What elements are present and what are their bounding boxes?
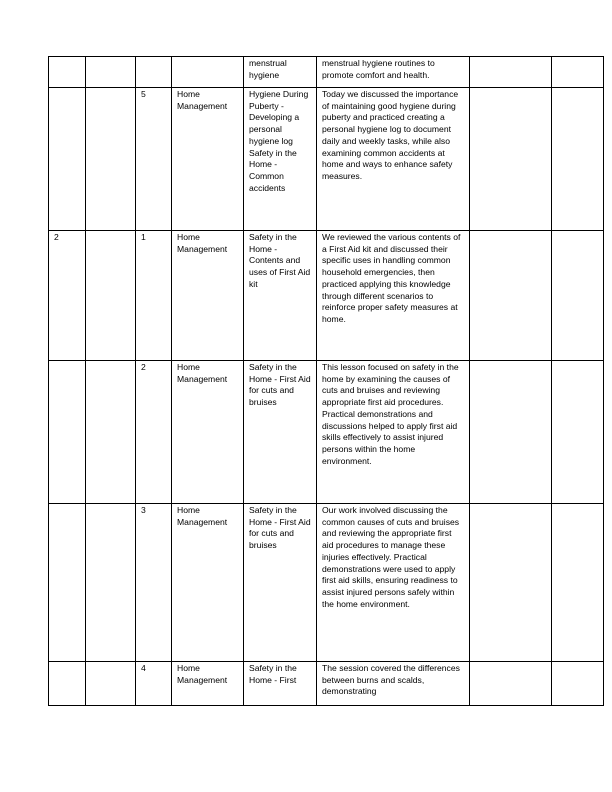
- subject-cell: Home Management: [172, 662, 244, 706]
- empty-cell: [86, 57, 136, 88]
- lesson-cell: [136, 57, 172, 88]
- topic-cell: Safety in the Home - First Aid for cuts and bruises: [244, 504, 317, 662]
- table-row: [49, 231, 604, 361]
- subject-cell: [172, 57, 244, 88]
- description-cell: We reviewed the various contents of a First Aid kit and discussed their specific uses in handling common household emergencies, then practiced applying this knowledge through different scenarios to reinforce proper safety measures at home.: [317, 231, 470, 361]
- empty-cell: [470, 504, 552, 662]
- topic-cell: Safety in the Home - First Aid for cuts and bruises: [244, 361, 317, 504]
- topic-cell: menstrual hygiene: [244, 57, 317, 88]
- description-cell: Our work involved discussing the common causes of cuts and bruises and reviewing the appropriate first aid procedures to manage these injuries effectively. Practical demonstrations were used to apply first aid skills, ensuring readiness to assist injured persons safely within the home environment.: [317, 504, 470, 662]
- topic-cell: Safety in the Home - First: [244, 662, 317, 706]
- description-cell: The session covered the differences between burns and scalds, demonstrating: [317, 662, 470, 706]
- table-row: [49, 662, 604, 706]
- empty-cell: [552, 504, 604, 662]
- description-cell: This lesson focused on safety in the home by examining the causes of cuts and bruises and reviewing appropriate first aid procedures. Practical demonstrations and discussions helped to apply first aid skills effectively to assist injured persons within the home environment.: [317, 361, 470, 504]
- lesson-cell: 3: [136, 504, 172, 662]
- description-cell: Today we discussed the importance of maintaining good hygiene during puberty and practiced creating a personal hygiene log to document daily and weekly tasks, while also examining common accidents at home and ways to enhance safety measures.: [317, 88, 470, 231]
- table-row: [49, 57, 604, 88]
- empty-cell: [552, 57, 604, 88]
- subject-cell: Home Management: [172, 231, 244, 361]
- empty-cell: [470, 361, 552, 504]
- lesson-cell: 2: [136, 361, 172, 504]
- empty-cell: [470, 231, 552, 361]
- empty-cell: [470, 88, 552, 231]
- empty-cell: [552, 88, 604, 231]
- description-cell: menstrual hygiene routines to promote comfort and health.: [317, 57, 470, 88]
- empty-cell: [86, 504, 136, 662]
- week-cell: [49, 662, 86, 706]
- week-cell: [49, 504, 86, 662]
- table-row: [49, 504, 604, 662]
- empty-cell: [86, 88, 136, 231]
- subject-cell: Home Management: [172, 88, 244, 231]
- empty-cell: [552, 662, 604, 706]
- lesson-record-table: [48, 56, 604, 706]
- week-cell: [49, 57, 86, 88]
- empty-cell: [470, 662, 552, 706]
- empty-cell: [552, 231, 604, 361]
- lesson-cell: 4: [136, 662, 172, 706]
- week-cell: [49, 88, 86, 231]
- empty-cell: [552, 361, 604, 504]
- empty-cell: [470, 57, 552, 88]
- subject-cell: Home Management: [172, 504, 244, 662]
- table-row: [49, 361, 604, 504]
- topic-cell: Hygiene During Puberty - Developing a personal hygiene log Safety in the Home - Common accidents: [244, 88, 317, 231]
- topic-cell: Safety in the Home - Contents and uses of First Aid kit: [244, 231, 317, 361]
- empty-cell: [86, 231, 136, 361]
- week-cell: [49, 361, 86, 504]
- table-row: [49, 88, 604, 231]
- empty-cell: [86, 662, 136, 706]
- subject-cell: Home Management: [172, 361, 244, 504]
- empty-cell: [86, 361, 136, 504]
- lesson-cell: 1: [136, 231, 172, 361]
- week-cell: 2: [49, 231, 86, 361]
- lesson-cell: 5: [136, 88, 172, 231]
